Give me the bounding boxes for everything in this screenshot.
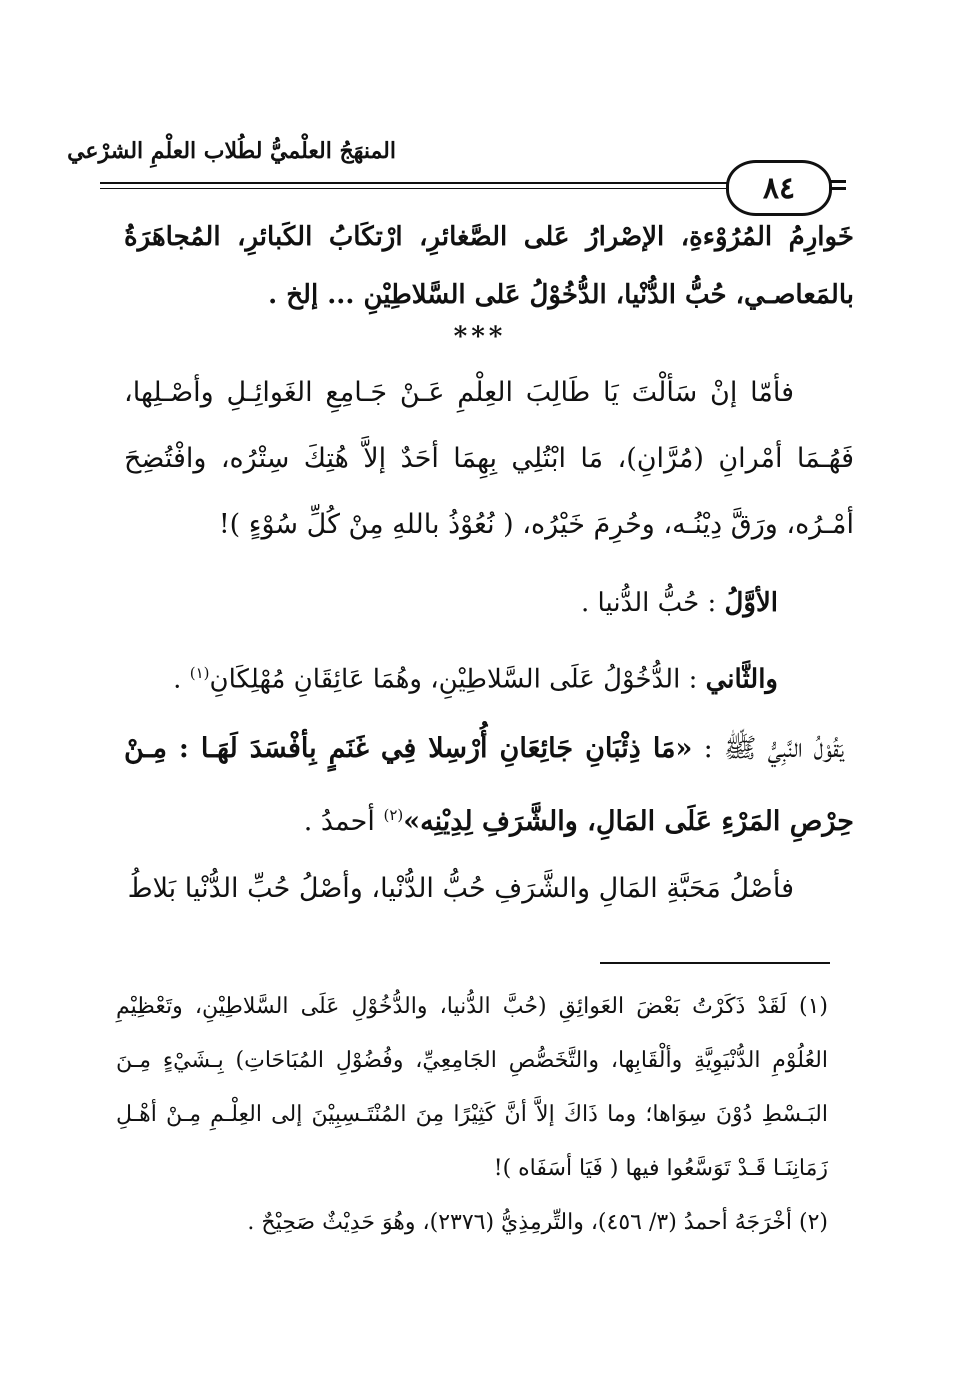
hadith-paragraph [124,716,854,855]
footnote-ref-2: (٢) [383,806,404,824]
paragraph-1: فأمّا إنْ سَألْتَ يَا طَالِبَ العِلْمِ عَـنْ جَـامِعِ الغَوائِـلِ وأصْـلِها، فَهُـمَا أمْرانِ (مُرَّانِ)، مَا ابْتُلِي بِهِمَا أحَدٌ إلاَّ هُتِكَ سِتْرُه، وافْتُضِحَ أمْـرُه، ورَقَّ دِيْنُـه، وحُرِمَ خَيْرُه، ( نُعُوْذُ باللهِ مِنْ كُلِّ سُوْءٍ )! [124,377,854,540]
second-end: . [173,664,190,695]
footnote-separator [600,962,830,964]
footnote-2: (٢) أخْرَجَهُ أحمدُ (٣/ ٤٥٦)، والتِّرمِذِيُّ (٢٣٧٦)، وهُوَ حَدِيْثٌ صَحِيْحٌ . [247,1210,828,1235]
hadith-source: أحمدُ . [303,806,384,837]
second-label: والثَّاني [705,664,778,695]
point-first [128,574,778,632]
running-header-title: المنهَجُ العلْميُّ لطُلاب العلْمِ الشرْعي [67,138,396,164]
footnote-ref-1: (١) [189,664,210,682]
hadith-text: «مَا ذِئْبَانِ جَائِعَانِ أُرْسِلا فِي غَنَمٍ بِأفْسَدَ لَهَـا : مِـنْ حِرْصِ المَرْءِ عَلَى المَالِ، والشَّرَفِ لِدِيْنِه» [124,733,854,837]
point-second [128,644,778,709]
footnote-1: (١) لَقَدْ ذَكَرْتُ بَعْضَ العَوائِقِ (حُبَّ الدُّنيا، والدُّخُوْلِ عَلَى السَّلاطِيْنِ، وتَعْظِيْمِ العُلُوْمِ الدُّنْيَوِيَّةِ وألْقَابِها، والتَّخَصُّصِ الجَامِعِيِّ، وفُضُوْلِ المُبَاحَاتِ) بِـشَيْءٍ مِـنَ البَـسْطِ دُوْنَ سِوَاها؛ وما ذَاكَ إلاَّ أنَّ كَثِيْرًا مِنَ المُنْتَـسِبِيْنَ إلى العِلْـمِ مِـنْ أهْـلِ زَمَانِنَـا قَـدْ تَوَسَّعُوا فيها ( فَيَا أسَفَاه )! [116,994,828,1181]
main-text [124,360,854,558]
footnotes [116,980,828,1250]
paragraph-last: فأصْلُ مَحَبَّةِ المَالِ والشَّرَفِ حُبُّ الدُّنْيا، وأصْلُ حُبِّ الدُّنْيا بَلاطُ [127,873,794,904]
header-rule-thin [100,188,812,189]
page-number: ٨٤ [726,160,832,216]
second-text: : الدُّخُوْلُ عَلَى السَّلاطِيْنِ، وهُمَا عَائِقَانِ مُهْلِكَانِ [209,664,698,695]
opening-paragraph: خَوارِمُ المُرُوْءةِ، الإصْرارُ عَلى الصَّغائرِ، ارْتكَابُ الكَبائرِ، المُجاهَرَةُ بالمَعاصـي، حُبُّ الدُّنْيا، الدُّخُوْلُ عَلى السَّلاطِيْنِ ... إلخ . [124,222,854,310]
section-separator: *** [453,322,507,352]
first-label: الأوَّلُ [724,588,778,618]
hadith-intro: يَقُوْلُ النَّبِيُّ ﷺ : [692,733,844,764]
opening-lines [124,208,854,324]
last-paragraph [124,856,854,922]
first-text: : حُبُّ الدُّنيا . [581,588,717,618]
header-rule [100,182,812,184]
